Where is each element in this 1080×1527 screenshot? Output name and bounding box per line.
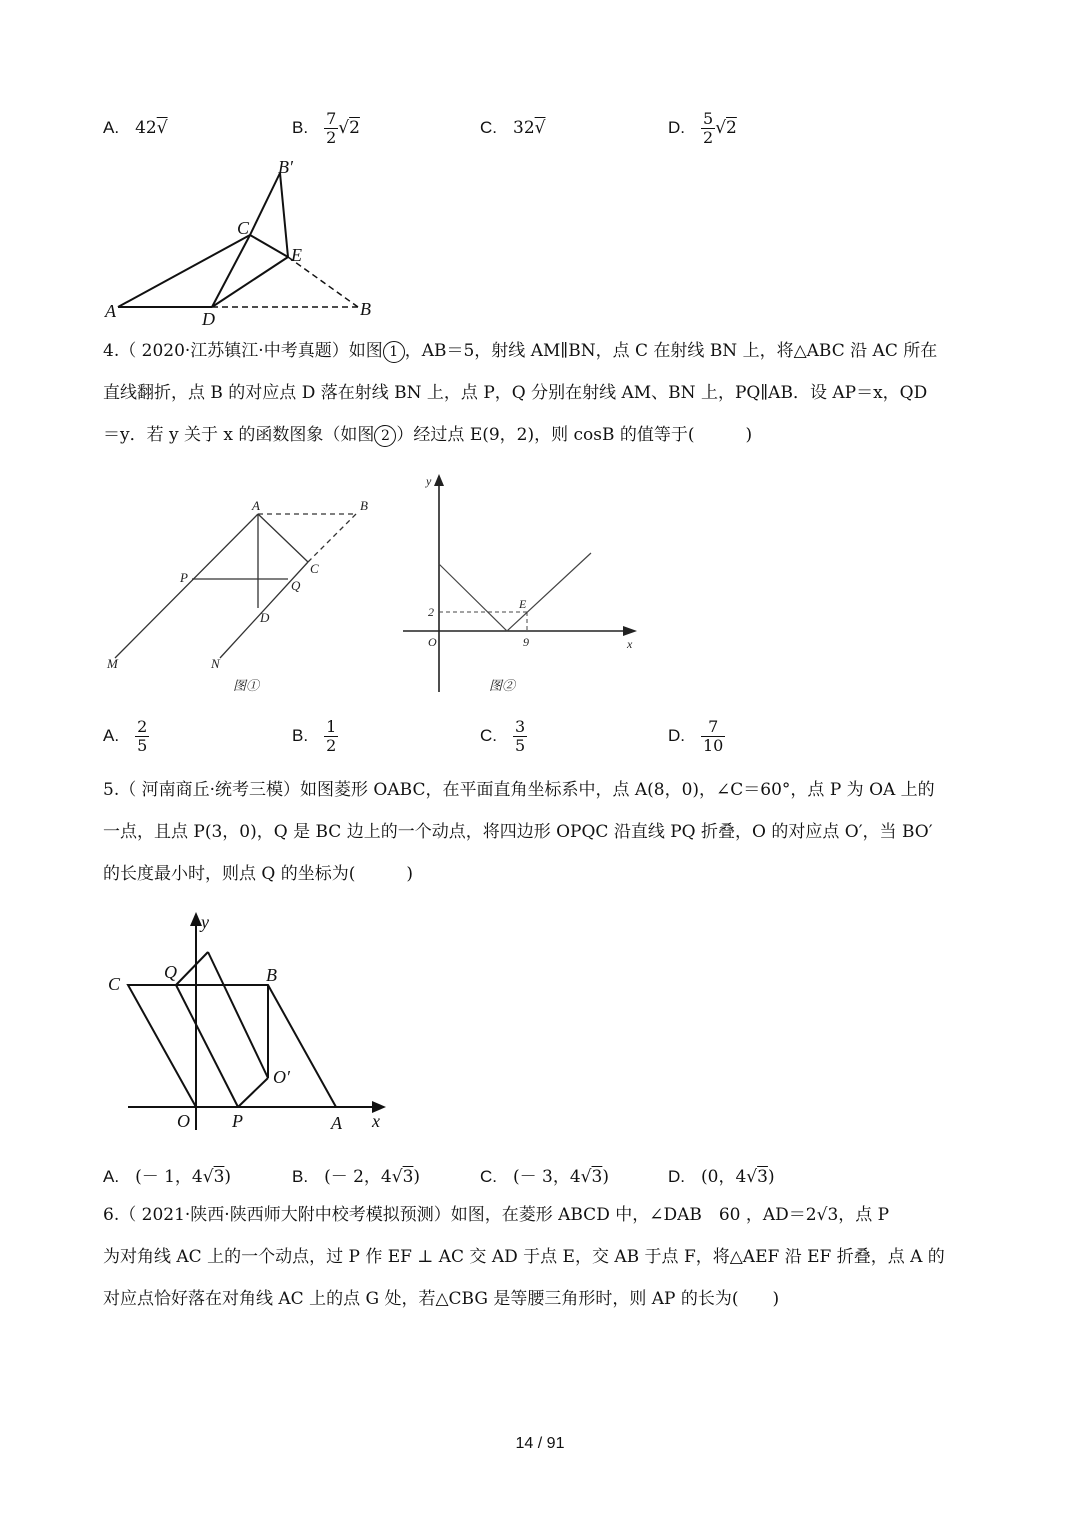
q5-option-a: A. (－ 1，4√3): [103, 1167, 232, 1187]
q3-option-d: D. $\frac{5}{2}$ √2: [668, 109, 737, 147]
axis-x-label: x: [627, 637, 633, 651]
fraction: $\frac{3}{5}$: [515, 717, 526, 755]
label-q: Q: [291, 578, 301, 593]
option-label: B.: [292, 726, 309, 745]
option-label: A.: [103, 118, 120, 137]
label-d: D: [202, 309, 215, 329]
label-b: B: [266, 965, 277, 985]
label-q: Q: [164, 962, 177, 982]
option-label: C.: [480, 726, 497, 745]
label-a: A: [331, 1113, 342, 1133]
question-4: 4.（ 2020·江苏镇江·中考真题）如图 1 ，AB＝5，射线 AM∥BN，点 C 在射线 BN 上，将△ABC 沿 AC 所在 直线翻折，点 B 的对应点 D 落在射线 BN 上，点 P，Q 分别在射线 AM、BN 上，PQ∥AB．设 AP＝x，QD ＝y．若 y 关于 x 的函数图象（如图 2 ）经过点 E(9，2)，则 cosB 的值等于( ): [103, 341, 938, 445]
option-label: C.: [480, 1167, 497, 1186]
page-number: 14 / 91: [515, 1435, 565, 1452]
q3-option-a: [103, 118, 168, 138]
point-e-label: E: [519, 597, 527, 611]
q4-figure-1: [100, 490, 390, 700]
fraction: $\frac{5}{2}$: [703, 109, 714, 147]
question-6: 6.（ 2021·陕西·陕西师大附中校考模拟预测）如图，在菱形 ABCD 中，∠DAB 60 ，AD＝2√3，点 P 为对角线 AC 上的一个动点，过 P 作 EF ⊥ AC 交 AD 于点 E，交 AB 于点 F，将△AEF 沿 EF 折叠，点 A 的 对应点恰好落在对角线 AC 上的点 G 处，若△CBG 是等腰三角形时，则 AP 的长为( ): [103, 1205, 945, 1309]
option-value: 42: [135, 118, 157, 138]
option-value: 32: [513, 118, 535, 138]
label-n: N: [211, 656, 220, 671]
q4-option-c: [480, 718, 527, 755]
q4-option-d: [668, 718, 725, 755]
tick-2: 2: [428, 605, 434, 619]
option-label: C.: [480, 118, 497, 137]
label-e: E: [291, 245, 302, 265]
q4-figure-2: [395, 470, 655, 700]
option-label: D.: [668, 118, 685, 137]
sqrt-sign: √: [534, 118, 546, 138]
option-label: D.: [668, 726, 685, 745]
option-label: B.: [292, 1167, 309, 1186]
origin-label: O: [428, 635, 437, 649]
figure-caption: 图①: [233, 678, 260, 693]
q3-option-b: B. $\frac{7}{2}$ √2: [292, 109, 360, 147]
sqrt-sign: √: [156, 118, 168, 138]
label-p: P: [232, 1111, 243, 1131]
question-5: 5.（ 河南商丘·统考三模）如图菱形 OABC，在平面直角坐标系中，点 A(8，0)，∠C＝60°，点 P 为 OA 上的 一点，且点 P(3，0)，Q 是 BC 边上的一个动点，将四边形 OPQC 沿直线 PQ 折叠，O 的对应点 O′，当 BO′ 的长度最小时，则点 Q 的坐标为( ): [103, 780, 935, 884]
q4-option-a: [103, 718, 149, 755]
option-label: D.: [668, 1167, 685, 1186]
label-a: A: [105, 301, 116, 321]
label-b: B: [360, 498, 368, 513]
circled-number: 1: [383, 341, 405, 363]
label-o-prime: O′: [273, 1067, 290, 1087]
fraction: $\frac{7}{2}$: [326, 109, 337, 147]
axis-y-label: y: [426, 474, 432, 488]
label-p: P: [180, 570, 188, 585]
q4-option-b: [292, 718, 338, 755]
fraction: $\frac{1}{2}$: [326, 717, 337, 755]
q5-option-b: B. (－ 2，4√3): [292, 1167, 421, 1187]
option-label: A.: [103, 1167, 120, 1186]
label-a: A: [252, 498, 260, 513]
axis-x-label: x: [372, 1111, 380, 1131]
q5-figure: [100, 908, 400, 1138]
axis-y-label: y: [201, 912, 209, 932]
label-o: O: [177, 1111, 190, 1131]
option-label: B.: [292, 118, 309, 137]
label-b: B: [360, 299, 371, 319]
q5-option-d: D. (0，4√3): [668, 1167, 775, 1187]
label-c: C: [237, 218, 250, 238]
circled-number: 2: [374, 425, 396, 447]
fraction: $\frac{7}{10}$: [703, 717, 724, 755]
q3-option-c: [480, 118, 545, 138]
label-m: M: [107, 656, 118, 671]
tick-9: 9: [523, 635, 529, 649]
label-b-prime: B′: [278, 157, 293, 177]
q3-figure: [100, 155, 390, 330]
fraction: $\frac{2}{5}$: [137, 717, 148, 755]
label-d: D: [260, 610, 270, 625]
label-c: C: [108, 974, 121, 994]
label-c: C: [310, 561, 319, 576]
q5-option-c: C. (－ 3，4√3): [480, 1167, 609, 1187]
option-label: A.: [103, 726, 120, 745]
figure-caption: 图②: [489, 678, 516, 693]
